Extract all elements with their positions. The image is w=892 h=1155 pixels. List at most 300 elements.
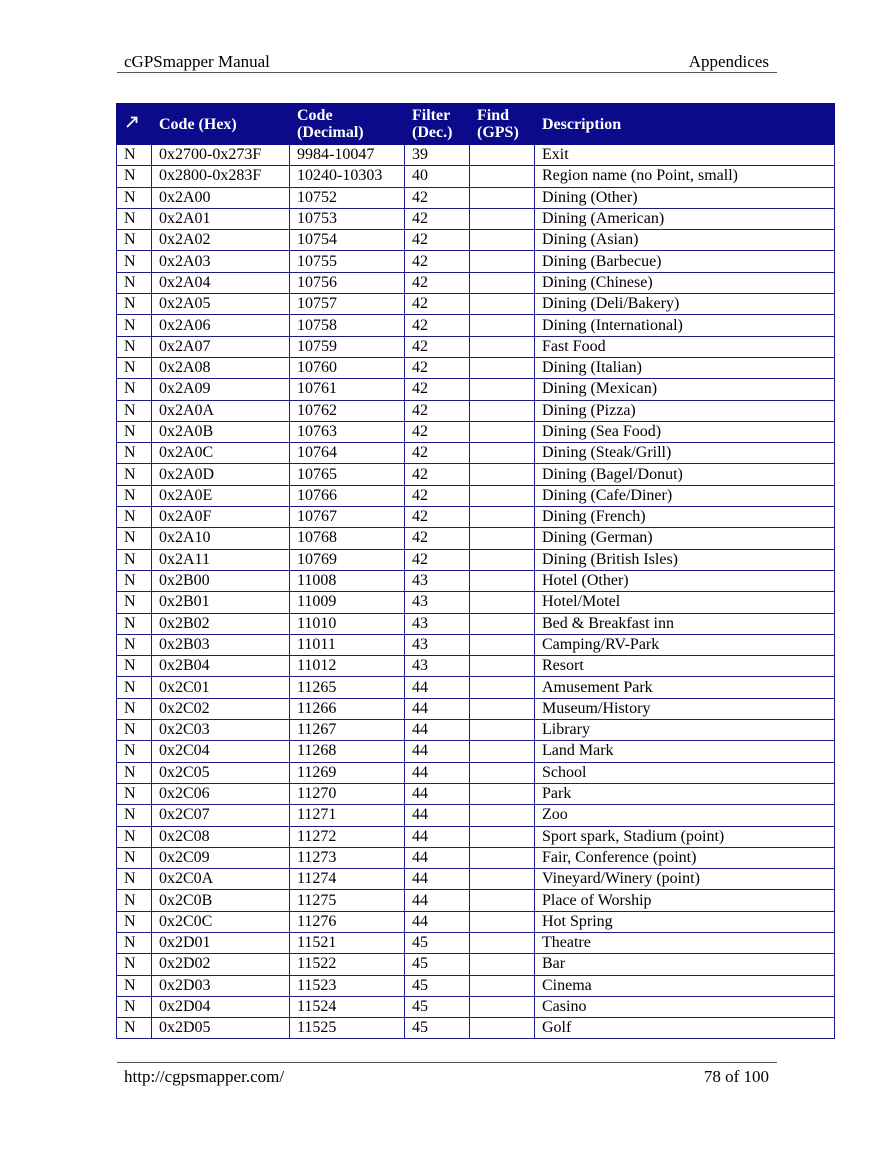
hex-code-cell: 0x2D05 — [152, 1018, 290, 1039]
description-cell: Resort — [535, 656, 835, 677]
decimal-code-cell: 11272 — [290, 826, 405, 847]
find-cell — [470, 613, 535, 634]
type-flag-cell: N — [117, 251, 152, 272]
filter-cell: 43 — [405, 570, 470, 591]
page-header — [117, 52, 777, 73]
table-row — [117, 592, 835, 613]
description-cell: Dining (Barbecue) — [535, 251, 835, 272]
table-row — [117, 421, 835, 442]
table-row — [117, 549, 835, 570]
type-flag-cell: N — [117, 698, 152, 719]
decimal-code-cell: 11011 — [290, 634, 405, 655]
hex-code-cell: 0x2C02 — [152, 698, 290, 719]
hex-code-cell: 0x2A11 — [152, 549, 290, 570]
filter-cell: 42 — [405, 443, 470, 464]
hex-code-cell: 0x2B00 — [152, 570, 290, 591]
find-cell — [470, 421, 535, 442]
type-flag-cell: N — [117, 400, 152, 421]
filter-cell: 42 — [405, 549, 470, 570]
table-row — [117, 634, 835, 655]
find-cell — [470, 208, 535, 229]
hex-code-cell: 0x2C09 — [152, 847, 290, 868]
hex-code-cell: 0x2C06 — [152, 783, 290, 804]
decimal-code-cell: 10752 — [290, 187, 405, 208]
find-cell — [470, 677, 535, 698]
type-flag-cell: N — [117, 145, 152, 166]
type-flag-cell: N — [117, 634, 152, 655]
type-flag-cell: N — [117, 528, 152, 549]
hex-code-cell: 0x2B03 — [152, 634, 290, 655]
description-cell: Museum/History — [535, 698, 835, 719]
table-row — [117, 400, 835, 421]
decimal-code-cell: 10762 — [290, 400, 405, 421]
find-cell — [470, 400, 535, 421]
decimal-code-cell: 10760 — [290, 357, 405, 378]
type-flag-cell: N — [117, 869, 152, 890]
type-flag-cell: N — [117, 208, 152, 229]
table-row — [117, 890, 835, 911]
find-cell — [470, 954, 535, 975]
filter-cell: 42 — [405, 357, 470, 378]
find-cell — [470, 166, 535, 187]
type-flag-cell: N — [117, 357, 152, 378]
filter-cell: 44 — [405, 762, 470, 783]
description-cell: Dining (Italian) — [535, 357, 835, 378]
description-cell: Dining (French) — [535, 507, 835, 528]
find-cell — [470, 464, 535, 485]
find-cell — [470, 656, 535, 677]
filter-cell: 44 — [405, 805, 470, 826]
decimal-code-cell: 11012 — [290, 656, 405, 677]
filter-cell: 44 — [405, 783, 470, 804]
filter-cell: 42 — [405, 485, 470, 506]
header-title: cGPSmapper Manual — [124, 52, 270, 71]
find-cell — [470, 336, 535, 357]
hex-code-cell: 0x2C05 — [152, 762, 290, 783]
col-header-decimal: Code (Decimal) — [290, 104, 405, 145]
filter-cell: 42 — [405, 230, 470, 251]
filter-cell: 44 — [405, 720, 470, 741]
type-flag-cell: N — [117, 656, 152, 677]
hex-code-cell: 0x2A06 — [152, 315, 290, 336]
description-cell: Hotel/Motel — [535, 592, 835, 613]
type-flag-cell: N — [117, 847, 152, 868]
page-number: 78 of 100 — [703, 1067, 769, 1086]
find-cell — [470, 187, 535, 208]
type-flag-cell: N — [117, 336, 152, 357]
type-flag-cell: N — [117, 379, 152, 400]
description-cell: Vineyard/Winery (point) — [535, 869, 835, 890]
description-cell: Hot Spring — [535, 911, 835, 932]
type-flag-cell: N — [117, 421, 152, 442]
filter-cell: 44 — [405, 677, 470, 698]
table-row — [117, 698, 835, 719]
find-cell — [470, 869, 535, 890]
type-flag-cell: N — [117, 294, 152, 315]
find-cell — [470, 549, 535, 570]
decimal-code-cell: 10761 — [290, 379, 405, 400]
type-flag-cell: N — [117, 975, 152, 996]
find-cell — [470, 1018, 535, 1039]
description-cell: Theatre — [535, 932, 835, 953]
find-cell — [470, 443, 535, 464]
filter-cell: 43 — [405, 656, 470, 677]
hex-code-cell: 0x2B04 — [152, 656, 290, 677]
arrow-icon — [117, 104, 152, 145]
filter-cell: 44 — [405, 890, 470, 911]
decimal-code-cell: 11271 — [290, 805, 405, 826]
table-row — [117, 570, 835, 591]
decimal-code-cell: 11010 — [290, 613, 405, 634]
type-flag-cell: N — [117, 315, 152, 336]
table-row — [117, 847, 835, 868]
type-flag-cell: N — [117, 187, 152, 208]
type-flag-cell: N — [117, 570, 152, 591]
description-cell: Dining (Sea Food) — [535, 421, 835, 442]
description-cell: Casino — [535, 996, 835, 1017]
hex-code-cell: 0x2B02 — [152, 613, 290, 634]
decimal-code-cell: 10759 — [290, 336, 405, 357]
hex-code-cell: 0x2C0B — [152, 890, 290, 911]
table-row — [117, 762, 835, 783]
filter-cell: 43 — [405, 613, 470, 634]
table-row — [117, 869, 835, 890]
find-cell — [470, 592, 535, 613]
filter-cell: 43 — [405, 592, 470, 613]
description-cell: Exit — [535, 145, 835, 166]
col-header-filter: Filter (Dec.) — [405, 104, 470, 145]
table-row — [117, 911, 835, 932]
hex-code-cell: 0x2D03 — [152, 975, 290, 996]
decimal-code-cell: 10768 — [290, 528, 405, 549]
decimal-code-cell: 10769 — [290, 549, 405, 570]
type-code-table — [116, 103, 835, 1039]
find-cell — [470, 826, 535, 847]
find-cell — [470, 996, 535, 1017]
decimal-code-cell: 10767 — [290, 507, 405, 528]
find-cell — [470, 251, 535, 272]
decimal-code-cell: 10758 — [290, 315, 405, 336]
hex-code-cell: 0x2C07 — [152, 805, 290, 826]
description-cell: School — [535, 762, 835, 783]
decimal-code-cell: 11274 — [290, 869, 405, 890]
table-row — [117, 208, 835, 229]
decimal-code-cell: 9984-10047 — [290, 145, 405, 166]
table-row — [117, 826, 835, 847]
description-cell: Place of Worship — [535, 890, 835, 911]
table-row — [117, 805, 835, 826]
description-cell: Camping/RV-Park — [535, 634, 835, 655]
table-row — [117, 336, 835, 357]
description-cell: Fast Food — [535, 336, 835, 357]
find-cell — [470, 762, 535, 783]
find-cell — [470, 890, 535, 911]
hex-code-cell: 0x2A10 — [152, 528, 290, 549]
table-row — [117, 145, 835, 166]
description-cell: Hotel (Other) — [535, 570, 835, 591]
decimal-code-cell: 10766 — [290, 485, 405, 506]
description-cell: Land Mark — [535, 741, 835, 762]
filter-cell: 42 — [405, 421, 470, 442]
table-row — [117, 613, 835, 634]
hex-code-cell: 0x2A04 — [152, 272, 290, 293]
filter-cell: 42 — [405, 400, 470, 421]
hex-code-cell: 0x2D02 — [152, 954, 290, 975]
filter-cell: 42 — [405, 208, 470, 229]
type-flag-cell: N — [117, 272, 152, 293]
type-flag-cell: N — [117, 464, 152, 485]
find-cell — [470, 315, 535, 336]
description-cell: Park — [535, 783, 835, 804]
decimal-code-cell: 10757 — [290, 294, 405, 315]
decimal-code-cell: 10764 — [290, 443, 405, 464]
description-cell: Dining (Cafe/Diner) — [535, 485, 835, 506]
col-header-hex: Code (Hex) — [152, 104, 290, 145]
find-cell — [470, 570, 535, 591]
table-row — [117, 251, 835, 272]
type-flag-cell: N — [117, 996, 152, 1017]
hex-code-cell: 0x2C0A — [152, 869, 290, 890]
hex-code-cell: 0x2A0A — [152, 400, 290, 421]
table-row — [117, 656, 835, 677]
decimal-code-cell: 11267 — [290, 720, 405, 741]
type-flag-cell: N — [117, 485, 152, 506]
hex-code-cell: 0x2D04 — [152, 996, 290, 1017]
type-flag-cell: N — [117, 890, 152, 911]
type-flag-cell: N — [117, 507, 152, 528]
decimal-code-cell: 10763 — [290, 421, 405, 442]
filter-cell: 45 — [405, 996, 470, 1017]
decimal-code-cell: 10753 — [290, 208, 405, 229]
decimal-code-cell: 11525 — [290, 1018, 405, 1039]
type-flag-cell: N — [117, 826, 152, 847]
description-cell: Dining (Deli/Bakery) — [535, 294, 835, 315]
filter-cell: 45 — [405, 1018, 470, 1039]
table-row — [117, 315, 835, 336]
type-flag-cell: N — [117, 741, 152, 762]
find-cell — [470, 357, 535, 378]
filter-cell: 39 — [405, 145, 470, 166]
page-footer — [117, 1062, 777, 1087]
find-cell — [470, 485, 535, 506]
description-cell: Dining (Asian) — [535, 230, 835, 251]
find-cell — [470, 230, 535, 251]
table-row — [117, 720, 835, 741]
description-cell: Dining (British Isles) — [535, 549, 835, 570]
table-row — [117, 230, 835, 251]
description-cell: Region name (no Point, small) — [535, 166, 835, 187]
find-cell — [470, 698, 535, 719]
decimal-code-cell: 10765 — [290, 464, 405, 485]
find-cell — [470, 294, 535, 315]
description-cell: Dining (German) — [535, 528, 835, 549]
filter-cell: 42 — [405, 528, 470, 549]
footer-url: http://cgpsmapper.com/ — [124, 1067, 285, 1086]
decimal-code-cell: 11268 — [290, 741, 405, 762]
find-cell — [470, 528, 535, 549]
hex-code-cell: 0x2A05 — [152, 294, 290, 315]
description-cell: Bed & Breakfast inn — [535, 613, 835, 634]
table-row — [117, 741, 835, 762]
decimal-code-cell: 11273 — [290, 847, 405, 868]
find-cell — [470, 932, 535, 953]
hex-code-cell: 0x2A0B — [152, 421, 290, 442]
description-cell: Cinema — [535, 975, 835, 996]
hex-code-cell: 0x2A0F — [152, 507, 290, 528]
decimal-code-cell: 11269 — [290, 762, 405, 783]
find-cell — [470, 847, 535, 868]
hex-code-cell: 0x2A0E — [152, 485, 290, 506]
type-flag-cell: N — [117, 720, 152, 741]
table-row — [117, 166, 835, 187]
filter-cell: 42 — [405, 251, 470, 272]
description-cell: Dining (Mexican) — [535, 379, 835, 400]
filter-cell: 44 — [405, 698, 470, 719]
filter-cell: 44 — [405, 869, 470, 890]
table-row — [117, 783, 835, 804]
filter-cell: 42 — [405, 336, 470, 357]
filter-cell: 42 — [405, 272, 470, 293]
decimal-code-cell: 11265 — [290, 677, 405, 698]
table-row — [117, 677, 835, 698]
table-row — [117, 294, 835, 315]
description-cell: Fair, Conference (point) — [535, 847, 835, 868]
filter-cell: 42 — [405, 379, 470, 400]
filter-cell: 40 — [405, 166, 470, 187]
find-cell — [470, 975, 535, 996]
decimal-code-cell: 11524 — [290, 996, 405, 1017]
decimal-code-cell: 11523 — [290, 975, 405, 996]
type-flag-cell: N — [117, 443, 152, 464]
description-cell: Dining (Other) — [535, 187, 835, 208]
hex-code-cell: 0x2A0D — [152, 464, 290, 485]
decimal-code-cell: 10240-10303 — [290, 166, 405, 187]
description-cell: Golf — [535, 1018, 835, 1039]
find-cell — [470, 720, 535, 741]
find-cell — [470, 272, 535, 293]
hex-code-cell: 0x2C0C — [152, 911, 290, 932]
type-flag-cell: N — [117, 592, 152, 613]
table-row — [117, 357, 835, 378]
decimal-code-cell: 11276 — [290, 911, 405, 932]
hex-code-cell: 0x2A07 — [152, 336, 290, 357]
hex-code-cell: 0x2C03 — [152, 720, 290, 741]
type-flag-cell: N — [117, 932, 152, 953]
hex-code-cell: 0x2700-0x273F — [152, 145, 290, 166]
hex-code-cell: 0x2C04 — [152, 741, 290, 762]
hex-code-cell: 0x2C01 — [152, 677, 290, 698]
decimal-code-cell: 11275 — [290, 890, 405, 911]
table-row — [117, 507, 835, 528]
decimal-code-cell: 11521 — [290, 932, 405, 953]
type-flag-cell: N — [117, 911, 152, 932]
table-row — [117, 272, 835, 293]
filter-cell: 45 — [405, 954, 470, 975]
description-cell: Amusement Park — [535, 677, 835, 698]
type-flag-cell: N — [117, 805, 152, 826]
hex-code-cell: 0x2A03 — [152, 251, 290, 272]
description-cell: Zoo — [535, 805, 835, 826]
filter-cell: 42 — [405, 187, 470, 208]
find-cell — [470, 741, 535, 762]
decimal-code-cell: 11270 — [290, 783, 405, 804]
table-row — [117, 932, 835, 953]
table-row — [117, 528, 835, 549]
filter-cell: 44 — [405, 826, 470, 847]
hex-code-cell: 0x2A01 — [152, 208, 290, 229]
find-cell — [470, 379, 535, 400]
type-flag-cell: N — [117, 1018, 152, 1039]
type-flag-cell: N — [117, 762, 152, 783]
description-cell: Sport spark, Stadium (point) — [535, 826, 835, 847]
hex-code-cell: 0x2A00 — [152, 187, 290, 208]
description-cell: Dining (Steak/Grill) — [535, 443, 835, 464]
hex-code-cell: 0x2D01 — [152, 932, 290, 953]
type-flag-cell: N — [117, 166, 152, 187]
col-header-description: Description — [535, 104, 835, 145]
description-cell: Bar — [535, 954, 835, 975]
table-row — [117, 996, 835, 1017]
table-header-row — [117, 104, 835, 145]
filter-cell: 42 — [405, 507, 470, 528]
find-cell — [470, 805, 535, 826]
filter-cell: 43 — [405, 634, 470, 655]
header-section: Appendices — [688, 52, 769, 71]
filter-cell: 42 — [405, 464, 470, 485]
hex-code-cell: 0x2A02 — [152, 230, 290, 251]
hex-code-cell: 0x2A09 — [152, 379, 290, 400]
type-flag-cell: N — [117, 613, 152, 634]
hex-code-cell: 0x2A0C — [152, 443, 290, 464]
find-cell — [470, 783, 535, 804]
description-cell: Dining (Pizza) — [535, 400, 835, 421]
description-cell: Dining (American) — [535, 208, 835, 229]
table-row — [117, 485, 835, 506]
hex-code-cell: 0x2A08 — [152, 357, 290, 378]
find-cell — [470, 145, 535, 166]
type-flag-cell: N — [117, 677, 152, 698]
decimal-code-cell: 11522 — [290, 954, 405, 975]
description-cell: Dining (Chinese) — [535, 272, 835, 293]
type-flag-cell: N — [117, 783, 152, 804]
filter-cell: 44 — [405, 741, 470, 762]
decimal-code-cell: 10755 — [290, 251, 405, 272]
hex-code-cell: 0x2C08 — [152, 826, 290, 847]
table-row — [117, 379, 835, 400]
find-cell — [470, 634, 535, 655]
filter-cell: 42 — [405, 294, 470, 315]
filter-cell: 45 — [405, 932, 470, 953]
filter-cell: 42 — [405, 315, 470, 336]
decimal-code-cell: 11008 — [290, 570, 405, 591]
filter-cell: 45 — [405, 975, 470, 996]
decimal-code-cell: 10754 — [290, 230, 405, 251]
table-row — [117, 975, 835, 996]
find-cell — [470, 507, 535, 528]
filter-cell: 44 — [405, 847, 470, 868]
table-row — [117, 954, 835, 975]
description-cell: Dining (Bagel/Donut) — [535, 464, 835, 485]
description-cell: Dining (International) — [535, 315, 835, 336]
table-row — [117, 187, 835, 208]
description-cell: Library — [535, 720, 835, 741]
table-row — [117, 1018, 835, 1039]
hex-code-cell: 0x2B01 — [152, 592, 290, 613]
type-flag-cell: N — [117, 954, 152, 975]
col-header-find: Find (GPS) — [470, 104, 535, 145]
table-row — [117, 443, 835, 464]
filter-cell: 44 — [405, 911, 470, 932]
